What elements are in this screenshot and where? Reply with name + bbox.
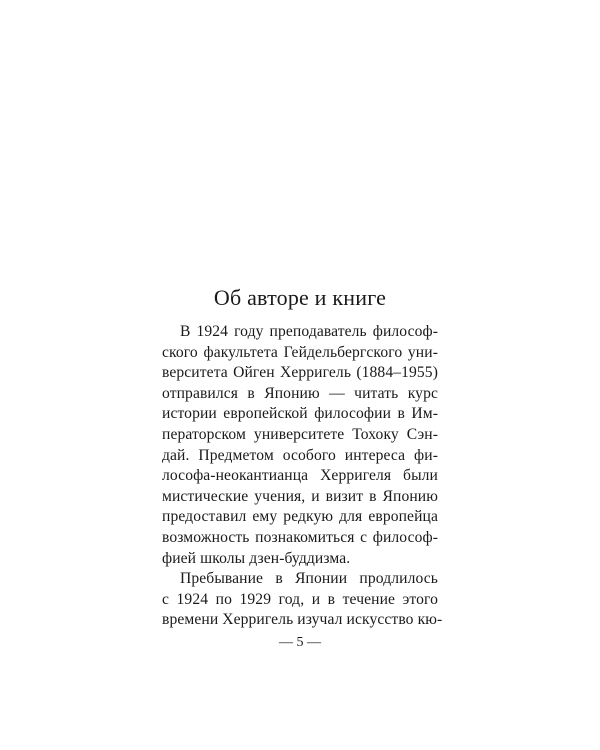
- text-line: времени Херригель изучал искусство кю-: [162, 611, 443, 629]
- text-line: возможность познакомиться с философ-: [162, 528, 438, 546]
- text-line: отправился в Японию — читать курс: [162, 384, 438, 402]
- body-text: [162, 322, 443, 631]
- page-number: — 5 —: [279, 635, 321, 650]
- text-line: мистические учения, и визит в Японию: [162, 487, 438, 505]
- text-line: фией школы дзен-буддизма.: [162, 549, 351, 567]
- text-line: предоставил ему редкую для европейца: [162, 508, 438, 526]
- text-line: В 1924 году преподаватель философ-: [180, 323, 438, 340]
- text-line: верситета Ойген Херригель (1884–1955): [162, 364, 438, 382]
- text-line: ского факультета Гейдельбергского уни-: [162, 343, 438, 361]
- chapter-title: Об авторе и книге: [213, 285, 387, 310]
- text-line: ператорском университете Тохоку Сэн-: [162, 425, 438, 443]
- text-line: Пребывание в Японии продлилось: [180, 570, 438, 588]
- text-line: с 1924 по 1929 год, и в течение этого: [162, 590, 438, 608]
- text-line: дай. Предметом особого интереса фи-: [162, 446, 438, 464]
- text-line: лософа-неокантианца Херригеля были: [162, 467, 438, 485]
- text-line: истории европейской философии в Им-: [162, 405, 438, 423]
